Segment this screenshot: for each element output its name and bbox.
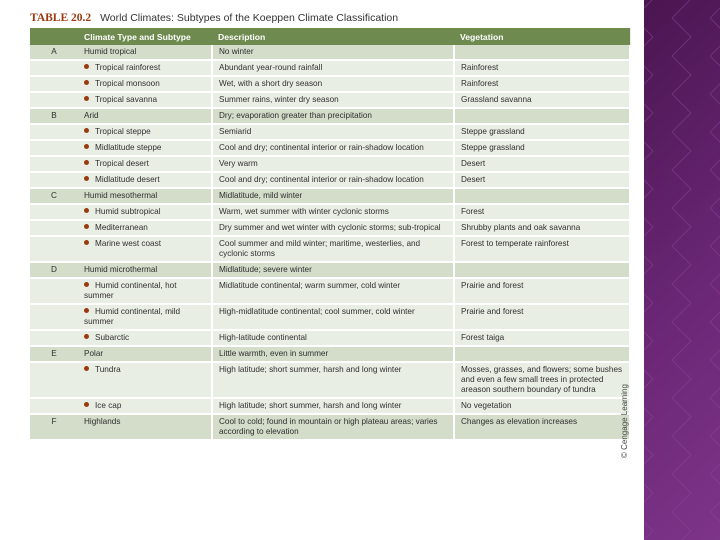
bullet-icon <box>84 240 89 245</box>
climate-name: Mediterranean <box>95 223 148 232</box>
climate-table <box>30 28 631 441</box>
climate-description: High-latitude continental <box>212 330 454 346</box>
chevron-shape <box>644 132 653 170</box>
climate-vegetation <box>454 45 630 60</box>
chevron-shape <box>644 246 653 284</box>
climate-name-cell <box>78 398 212 414</box>
climate-subtype-row <box>30 362 630 398</box>
chevron-shape <box>644 398 653 436</box>
chevron-shape <box>710 132 720 170</box>
header-vegetation: Vegetation <box>454 28 630 45</box>
chevron-shape <box>672 398 691 436</box>
climate-description: Cool and dry; continental interior or rain-shadow location <box>212 172 454 188</box>
climate-description: Warm, wet summer with winter cyclonic storms <box>212 204 454 220</box>
climate-letter <box>30 124 78 140</box>
climate-name-cell <box>78 124 212 140</box>
climate-name-cell <box>78 172 212 188</box>
climate-description: High latitude; short summer, harsh and long winter <box>212 362 454 398</box>
climate-name: Tropical steppe <box>95 127 151 136</box>
climate-letter <box>30 76 78 92</box>
chevron-shape <box>672 0 691 18</box>
climate-name-cell <box>78 262 212 278</box>
climate-name-cell <box>78 76 212 92</box>
climate-name-cell <box>78 346 212 362</box>
climate-letter: A <box>30 45 78 60</box>
climate-subtype-row <box>30 60 630 76</box>
climate-name: Arid <box>84 111 99 120</box>
chevron-shape <box>644 94 653 132</box>
climate-description: High latitude; short summer, harsh and long winter <box>212 398 454 414</box>
chevron-shape <box>644 436 653 474</box>
climate-letter: C <box>30 188 78 204</box>
climate-vegetation: Rainforest <box>454 60 630 76</box>
climate-name: Humid continental, mild summer <box>84 307 181 326</box>
table-body <box>30 45 630 440</box>
climate-name-cell <box>78 278 212 304</box>
climate-letter <box>30 60 78 76</box>
climate-subtype-row <box>30 278 630 304</box>
climate-subtype-row <box>30 236 630 262</box>
chevron-shape <box>672 360 691 398</box>
climate-name: Marine west coast <box>95 239 161 248</box>
climate-vegetation: Rainforest <box>454 76 630 92</box>
climate-description: Little warmth, even in summer <box>212 346 454 362</box>
climate-subtype-row <box>30 330 630 346</box>
chevron-shape <box>710 246 720 284</box>
chevron-shape <box>672 132 691 170</box>
climate-name-cell <box>78 156 212 172</box>
chevron-shape <box>710 56 720 94</box>
climate-letter: F <box>30 414 78 440</box>
climate-name: Tropical rainforest <box>95 63 161 72</box>
climate-vegetation: Forest taiga <box>454 330 630 346</box>
climate-name-cell <box>78 140 212 156</box>
climate-vegetation: Mosses, grasses, and flowers; some bushes and even a few small trees in protected areason southern boundary of tundra <box>454 362 630 398</box>
climate-group-row <box>30 188 630 204</box>
climate-vegetation <box>454 188 630 204</box>
climate-letter <box>30 278 78 304</box>
bullet-icon <box>84 160 89 165</box>
bullet-icon <box>84 224 89 229</box>
climate-description: Very warm <box>212 156 454 172</box>
climate-letter <box>30 92 78 108</box>
climate-description: Wet, with a short dry season <box>212 76 454 92</box>
climate-vegetation <box>454 346 630 362</box>
chevron-shape <box>710 436 720 474</box>
chevron-shape <box>644 322 653 360</box>
climate-name: Midlatitude steppe <box>95 143 162 152</box>
chevron-shape <box>710 474 720 512</box>
chevron-shape <box>710 94 720 132</box>
climate-description: Cool summer and mild winter; maritime, westerlies, and cyclonic storms <box>212 236 454 262</box>
climate-name-cell <box>78 60 212 76</box>
climate-description: Semiarid <box>212 124 454 140</box>
chevron-shape <box>672 56 691 94</box>
climate-group-row <box>30 414 630 440</box>
chevron-shape <box>644 170 653 208</box>
climate-subtype-row <box>30 304 630 330</box>
chevron-shape <box>672 246 691 284</box>
chevron-shape <box>672 474 691 512</box>
bullet-icon <box>84 128 89 133</box>
climate-group-row <box>30 346 630 362</box>
climate-name-cell <box>78 330 212 346</box>
climate-name: Humid tropical <box>84 47 137 56</box>
climate-name: Humid microthermal <box>84 265 158 274</box>
chevron-shape <box>644 284 653 322</box>
chevron-shape <box>644 360 653 398</box>
climate-name: Subarctic <box>95 333 130 342</box>
table-header-row <box>30 28 630 45</box>
chevron-shape <box>672 322 691 360</box>
chevron-shape <box>710 322 720 360</box>
climate-letter <box>30 172 78 188</box>
chevron-shape <box>672 94 691 132</box>
climate-subtype-row <box>30 140 630 156</box>
climate-subtype-row <box>30 220 630 236</box>
bullet-icon <box>84 282 89 287</box>
climate-letter <box>30 156 78 172</box>
climate-vegetation: No vegetation <box>454 398 630 414</box>
chevron-shape <box>672 512 691 540</box>
header-climate-type: Climate Type and Subtype <box>78 28 212 45</box>
chevron-shape <box>710 208 720 246</box>
climate-group-row <box>30 108 630 124</box>
bullet-icon <box>84 334 89 339</box>
chevron-shape <box>710 18 720 56</box>
climate-name: Ice cap <box>95 401 122 410</box>
chevron-shape <box>710 360 720 398</box>
climate-name-cell <box>78 45 212 60</box>
climate-vegetation: Prairie and forest <box>454 304 630 330</box>
climate-letter: D <box>30 262 78 278</box>
climate-letter: E <box>30 346 78 362</box>
chevron-pattern <box>644 0 720 540</box>
climate-name: Tundra <box>95 365 121 374</box>
chevron-shape <box>710 284 720 322</box>
climate-vegetation: Steppe grassland <box>454 124 630 140</box>
climate-description: Dry summer and wet winter with cyclonic storms; sub-tropical <box>212 220 454 236</box>
climate-description: Midlatitude continental; warm summer, cold winter <box>212 278 454 304</box>
climate-group-row <box>30 45 630 60</box>
table-caption <box>30 12 398 24</box>
bullet-icon <box>84 366 89 371</box>
climate-name-cell <box>78 188 212 204</box>
chevron-shape <box>710 512 720 540</box>
climate-vegetation: Forest <box>454 204 630 220</box>
climate-letter <box>30 140 78 156</box>
climate-name: Humid mesothermal <box>84 191 158 200</box>
climate-letter: B <box>30 108 78 124</box>
climate-subtype-row <box>30 76 630 92</box>
climate-name: Humid subtropical <box>95 207 161 216</box>
climate-letter <box>30 398 78 414</box>
chevron-shape <box>644 56 653 94</box>
chevron-shape <box>710 398 720 436</box>
climate-name: Polar <box>84 349 104 358</box>
chevron-shape <box>644 512 653 540</box>
climate-description: Abundant year-round rainfall <box>212 60 454 76</box>
chevron-shape <box>672 170 691 208</box>
bullet-icon <box>84 208 89 213</box>
climate-description: Summer rains, winter dry season <box>212 92 454 108</box>
chevron-shape <box>710 0 720 18</box>
image-credit: © Cengage Learning <box>620 384 629 458</box>
climate-name-cell <box>78 220 212 236</box>
climate-vegetation: Shrubby plants and oak savanna <box>454 220 630 236</box>
climate-letter <box>30 330 78 346</box>
climate-description: Cool and dry; continental interior or rain-shadow location <box>212 140 454 156</box>
climate-name: Tropical savanna <box>95 95 158 104</box>
climate-vegetation: Desert <box>454 172 630 188</box>
chevron-shape <box>644 208 653 246</box>
chevron-shape <box>644 18 653 56</box>
climate-name-cell <box>78 108 212 124</box>
climate-letter <box>30 236 78 262</box>
climate-subtype-row <box>30 92 630 108</box>
climate-letter <box>30 220 78 236</box>
climate-name: Tropical desert <box>95 159 149 168</box>
bullet-icon <box>84 308 89 313</box>
bullet-icon <box>84 144 89 149</box>
climate-vegetation: Forest to temperate rainforest <box>454 236 630 262</box>
climate-letter <box>30 204 78 220</box>
climate-name-cell <box>78 92 212 108</box>
climate-description: No winter <box>212 45 454 60</box>
climate-subtype-row <box>30 124 630 140</box>
climate-name: Humid continental, hot summer <box>84 281 177 300</box>
chevron-shape <box>672 18 691 56</box>
table-label: TABLE 20.2 <box>30 12 92 24</box>
climate-vegetation <box>454 108 630 124</box>
climate-name: Tropical monsoon <box>95 79 160 88</box>
climate-subtype-row <box>30 156 630 172</box>
climate-vegetation: Prairie and forest <box>454 278 630 304</box>
climate-vegetation <box>454 262 630 278</box>
climate-description: High-midlatitude continental; cool summer, cold winter <box>212 304 454 330</box>
header-description: Description <box>212 28 454 45</box>
climate-group-row <box>30 262 630 278</box>
bullet-icon <box>84 80 89 85</box>
climate-subtype-row <box>30 204 630 220</box>
chevron-shape <box>644 474 653 512</box>
climate-letter <box>30 304 78 330</box>
climate-subtype-row <box>30 398 630 414</box>
climate-name-cell <box>78 204 212 220</box>
climate-description: Midlatitude; severe winter <box>212 262 454 278</box>
climate-description: Cool to cold; found in mountain or high plateau areas; varies according to elevation <box>212 414 454 440</box>
climate-name-cell <box>78 414 212 440</box>
bullet-icon <box>84 402 89 407</box>
climate-name: Midlatitude desert <box>95 175 160 184</box>
climate-letter <box>30 362 78 398</box>
climate-name-cell <box>78 304 212 330</box>
climate-vegetation: Changes as elevation increases <box>454 414 630 440</box>
climate-subtype-row <box>30 172 630 188</box>
bullet-icon <box>84 64 89 69</box>
chevron-shape <box>672 436 691 474</box>
climate-vegetation: Steppe grassland <box>454 140 630 156</box>
climate-name: Highlands <box>84 417 121 426</box>
decorative-sidebar <box>644 0 720 540</box>
climate-description: Midlatitude, mild winter <box>212 188 454 204</box>
table-title: World Climates: Subtypes of the Koeppen Climate Classification <box>100 12 399 24</box>
climate-name-cell <box>78 236 212 262</box>
climate-description: Dry; evaporation greater than precipitation <box>212 108 454 124</box>
bullet-icon <box>84 176 89 181</box>
chevron-shape <box>672 284 691 322</box>
chevron-shape <box>710 170 720 208</box>
climate-name-cell <box>78 362 212 398</box>
chevron-shape <box>644 0 653 18</box>
header-letter <box>30 28 78 45</box>
chevron-shape <box>672 208 691 246</box>
climate-vegetation: Desert <box>454 156 630 172</box>
bullet-icon <box>84 96 89 101</box>
climate-vegetation: Grassland savanna <box>454 92 630 108</box>
